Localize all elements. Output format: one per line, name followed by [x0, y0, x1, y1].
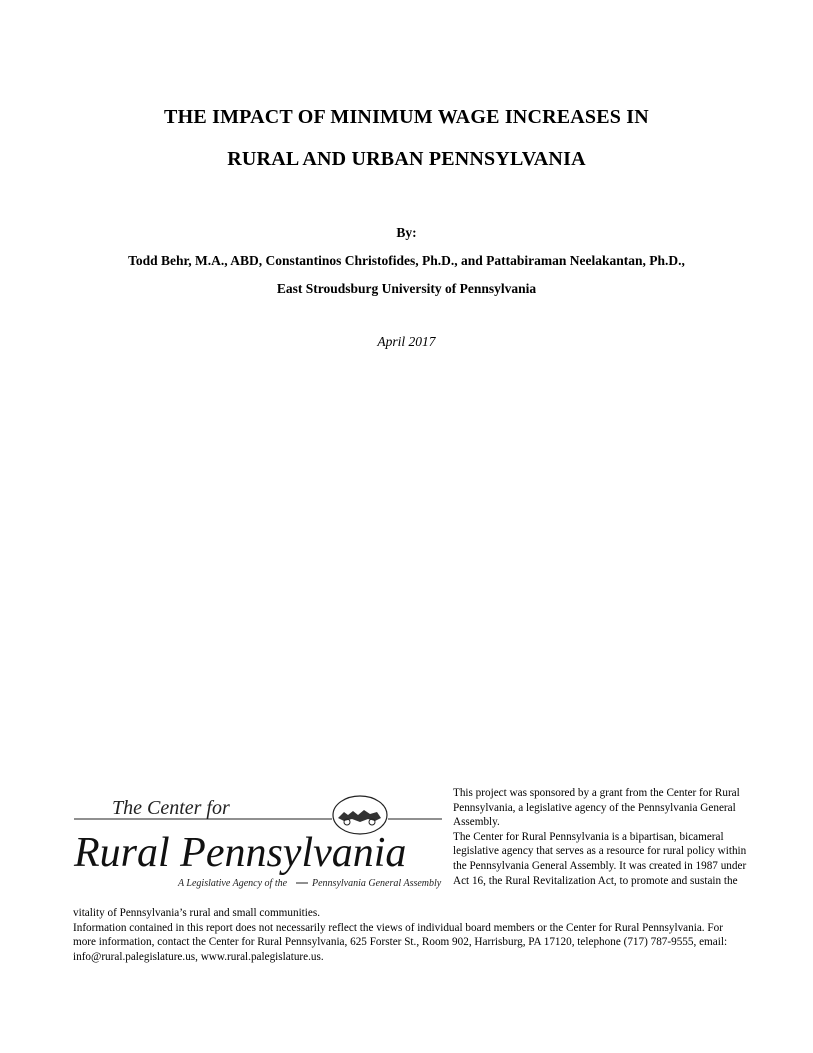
center-for-rural-pennsylvania-logo: [70, 788, 450, 898]
footer-continuation: vitality of Pennsylvania’s rural and small communities.: [73, 907, 321, 919]
logo-top-text: The Center for: [112, 797, 230, 819]
affiliation: East Stroudsburg University of Pennsylvania: [276, 281, 537, 296]
footer-note: [73, 906, 745, 964]
report-title-line-2: RURAL AND URBAN PENNSYLVANIA: [227, 148, 586, 170]
horse-drawn-wagon-icon: [333, 796, 387, 834]
report-title-line-1: THE IMPACT OF MINIMUM WAGE INCREASES IN: [164, 106, 649, 128]
sponsor-paragraph-1: This project was sponsored by a grant from the Center for Rural Pennsylvania, a legislative agency of the Pennsylvania General Assembly.: [453, 787, 740, 829]
sponsor-note: [453, 786, 748, 888]
logo-sub-left: A Legislative Agency of the: [178, 878, 288, 889]
footer-disclaimer: Information contained in this report does not necessarily reflect the views of individual board members or the Center for Rural Pennsylvania. For more information, contact the Center for Rural Pennsylvania, 625 Forster St., Room 902, Harrisburg, PA 17120, telephone (717) 787-9555, email: info@rural.palegislature.us, www.rural.palegislature.us.: [73, 921, 728, 963]
logo-main-text: Rural Pennsylvania: [74, 830, 407, 876]
by-label: By:: [396, 225, 417, 240]
logo-sub-right: Pennsylvania General Assembly: [312, 878, 442, 889]
authors: Todd Behr, M.A., ABD, Constantinos Christofides, Ph.D., and Pattabiraman Neelakantan, Ph.D.,: [128, 253, 685, 268]
publication-date: April 2017: [377, 334, 436, 349]
sponsor-paragraph-2: The Center for Rural Pennsylvania is a bipartisan, bicameral legislative agency that serves as a resource for rural policy within the Pennsylvania General Assembly. It was created in 1987 under Act 16, the Rural Revitalization Act, to promote and sustain the: [453, 830, 747, 887]
